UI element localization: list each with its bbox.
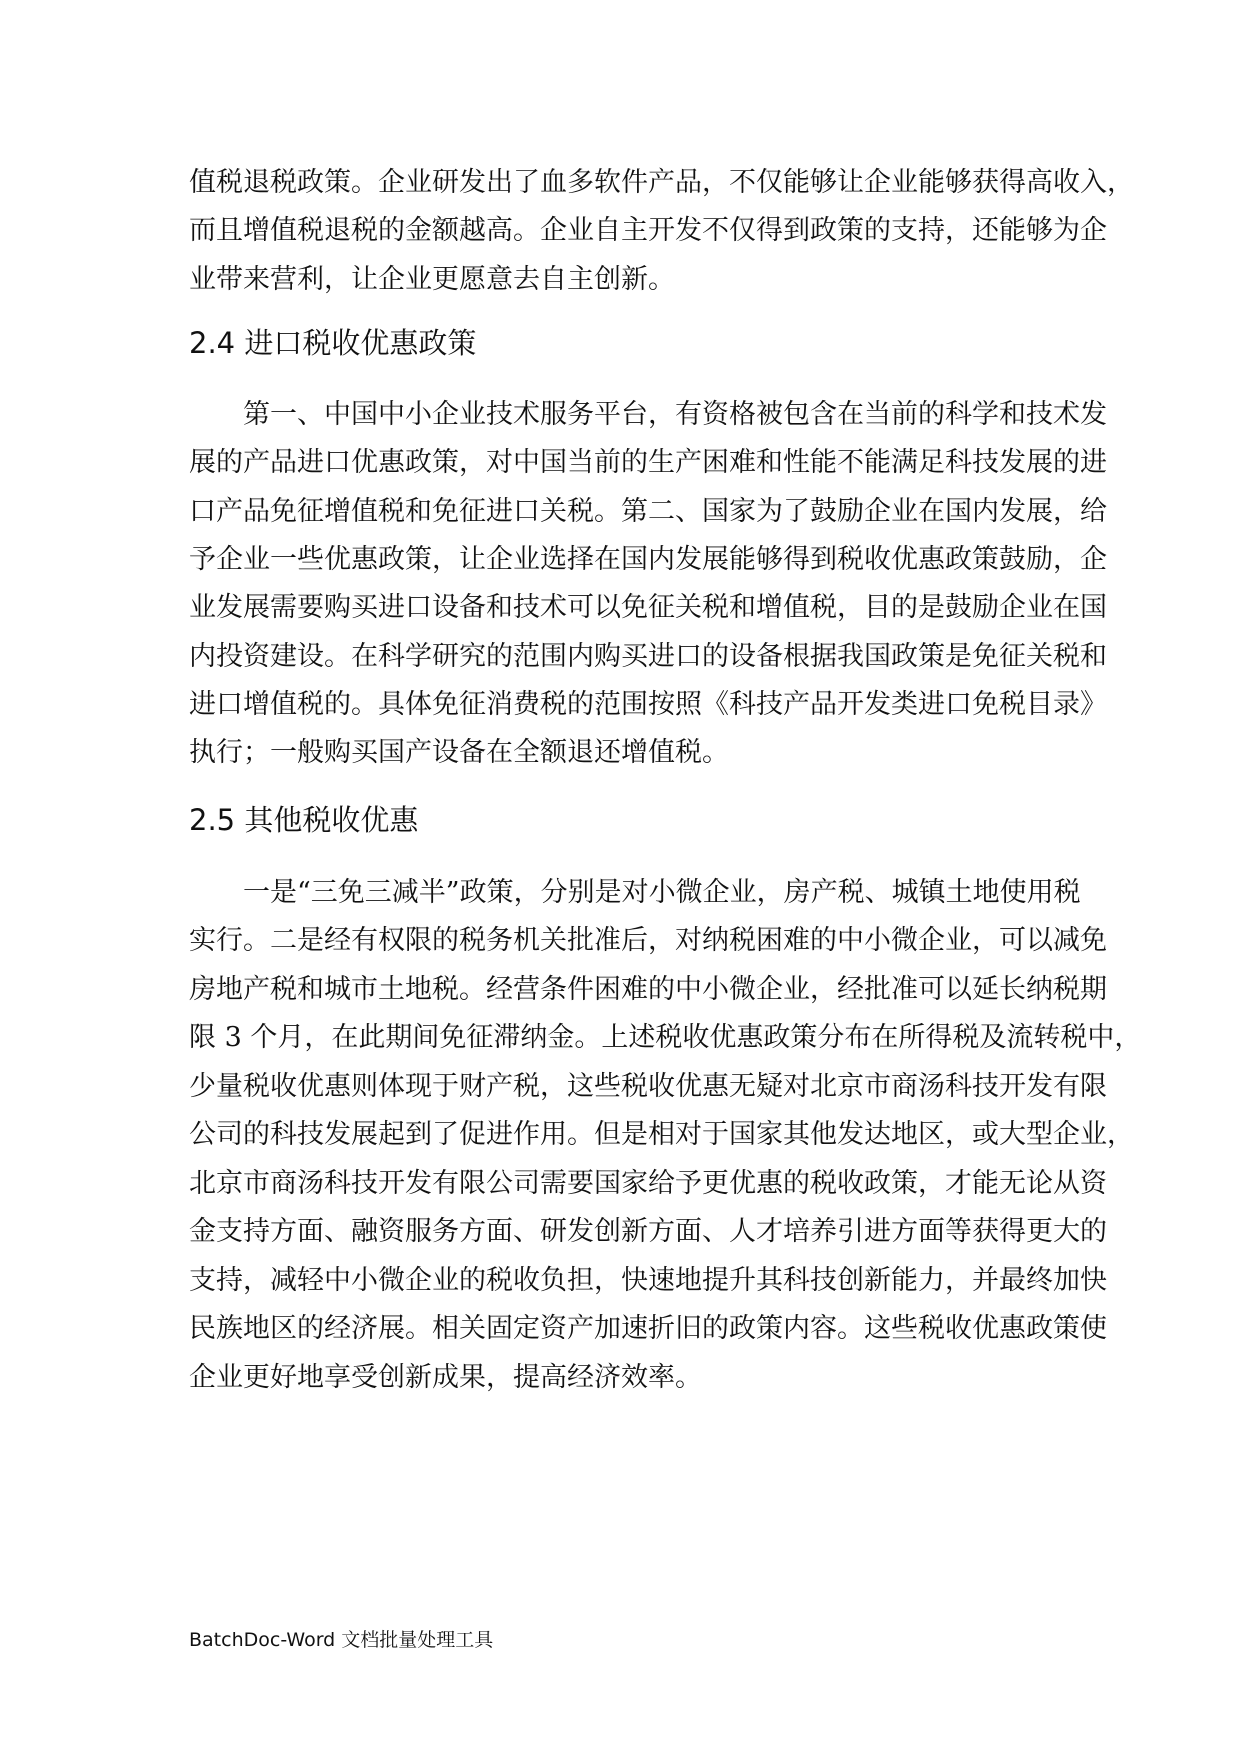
section-heading-2-4: 2.4 进口税收优惠政策	[189, 326, 477, 360]
paragraph-line: 展的产品进口优惠政策，对中国当前的生产困难和性能不能满足科技发展的进	[189, 447, 1107, 478]
paragraph-line: 内投资建设。在科学研究的范围内购买进口的设备根据我国政策是免征关税和	[189, 641, 1107, 672]
page-footer: BatchDoc-Word 文档批量处理工具	[189, 1629, 494, 1651]
paragraph-line: 少量税收优惠则体现于财产税，这些税收优惠无疑对北京市商汤科技开发有限	[189, 1071, 1107, 1102]
paragraph-line: 执行；一般购买国产设备在全额退还增值税。	[189, 737, 729, 768]
paragraph-line: 北京市商汤科技开发有限公司需要国家给予更优惠的税收政策，才能无论从资	[189, 1168, 1107, 1199]
paragraph-line: 值税退税政策。企业研发出了血多软件产品，不仅能够让企业能够获得高收入，	[189, 167, 1134, 198]
paragraph-line: 实行。二是经有权限的税务机关批准后，对纳税困难的中小微企业，可以减免	[189, 925, 1107, 956]
section-heading-2-5: 2.5 其他税收优惠	[189, 803, 419, 837]
paragraph-line: 业带来营利，让企业更愿意去自主创新。	[189, 264, 675, 295]
paragraph-line: 民族地区的经济展。相关固定资产加速折旧的政策内容。这些税收优惠政策使	[189, 1313, 1107, 1344]
paragraph-line: 业发展需要购买进口设备和技术可以免征关税和增值税，目的是鼓励企业在国	[189, 592, 1107, 623]
paragraph-line: 一是“三免三减半”政策，分别是对小微企业，房产税、城镇土地使用税	[243, 877, 1081, 908]
paragraph-line: 口产品免征增值税和免征进口关税。第二、国家为了鼓励企业在国内发展，给	[189, 496, 1107, 527]
paragraph-line: 房地产税和城市土地税。经营条件困难的中小微企业，经批准可以延长纳税期	[189, 974, 1107, 1005]
paragraph-line: 进口增值税的。具体免征消费税的范围按照《科技产品开发类进口免税目录》	[189, 689, 1107, 720]
paragraph-line: 第一、中国中小企业技术服务平台，有资格被包含在当前的科学和技术发	[243, 399, 1107, 430]
paragraph-line: 而且增值税退税的金额越高。企业自主开发不仅得到政策的支持，还能够为企	[189, 215, 1107, 246]
paragraph-line: 限 3 个月，在此期间免征滞纳金。上述税收优惠政策分布在所得税及流转税中，	[189, 1022, 1142, 1053]
paragraph-line: 企业更好地享受创新成果，提高经济效率。	[189, 1362, 702, 1393]
paragraph-line: 金支持方面、融资服务方面、研发创新方面、人才培养引进方面等获得更大的	[189, 1216, 1107, 1247]
paragraph-line: 予企业一些优惠政策，让企业选择在国内发展能够得到税收优惠政策鼓励，企	[189, 544, 1107, 575]
paragraph-line: 公司的科技发展起到了促进作用。但是相对于国家其他发达地区，或大型企业，	[189, 1119, 1134, 1150]
paragraph-line: 支持，减轻中小微企业的税收负担，快速地提升其科技创新能力，并最终加快	[189, 1265, 1107, 1296]
